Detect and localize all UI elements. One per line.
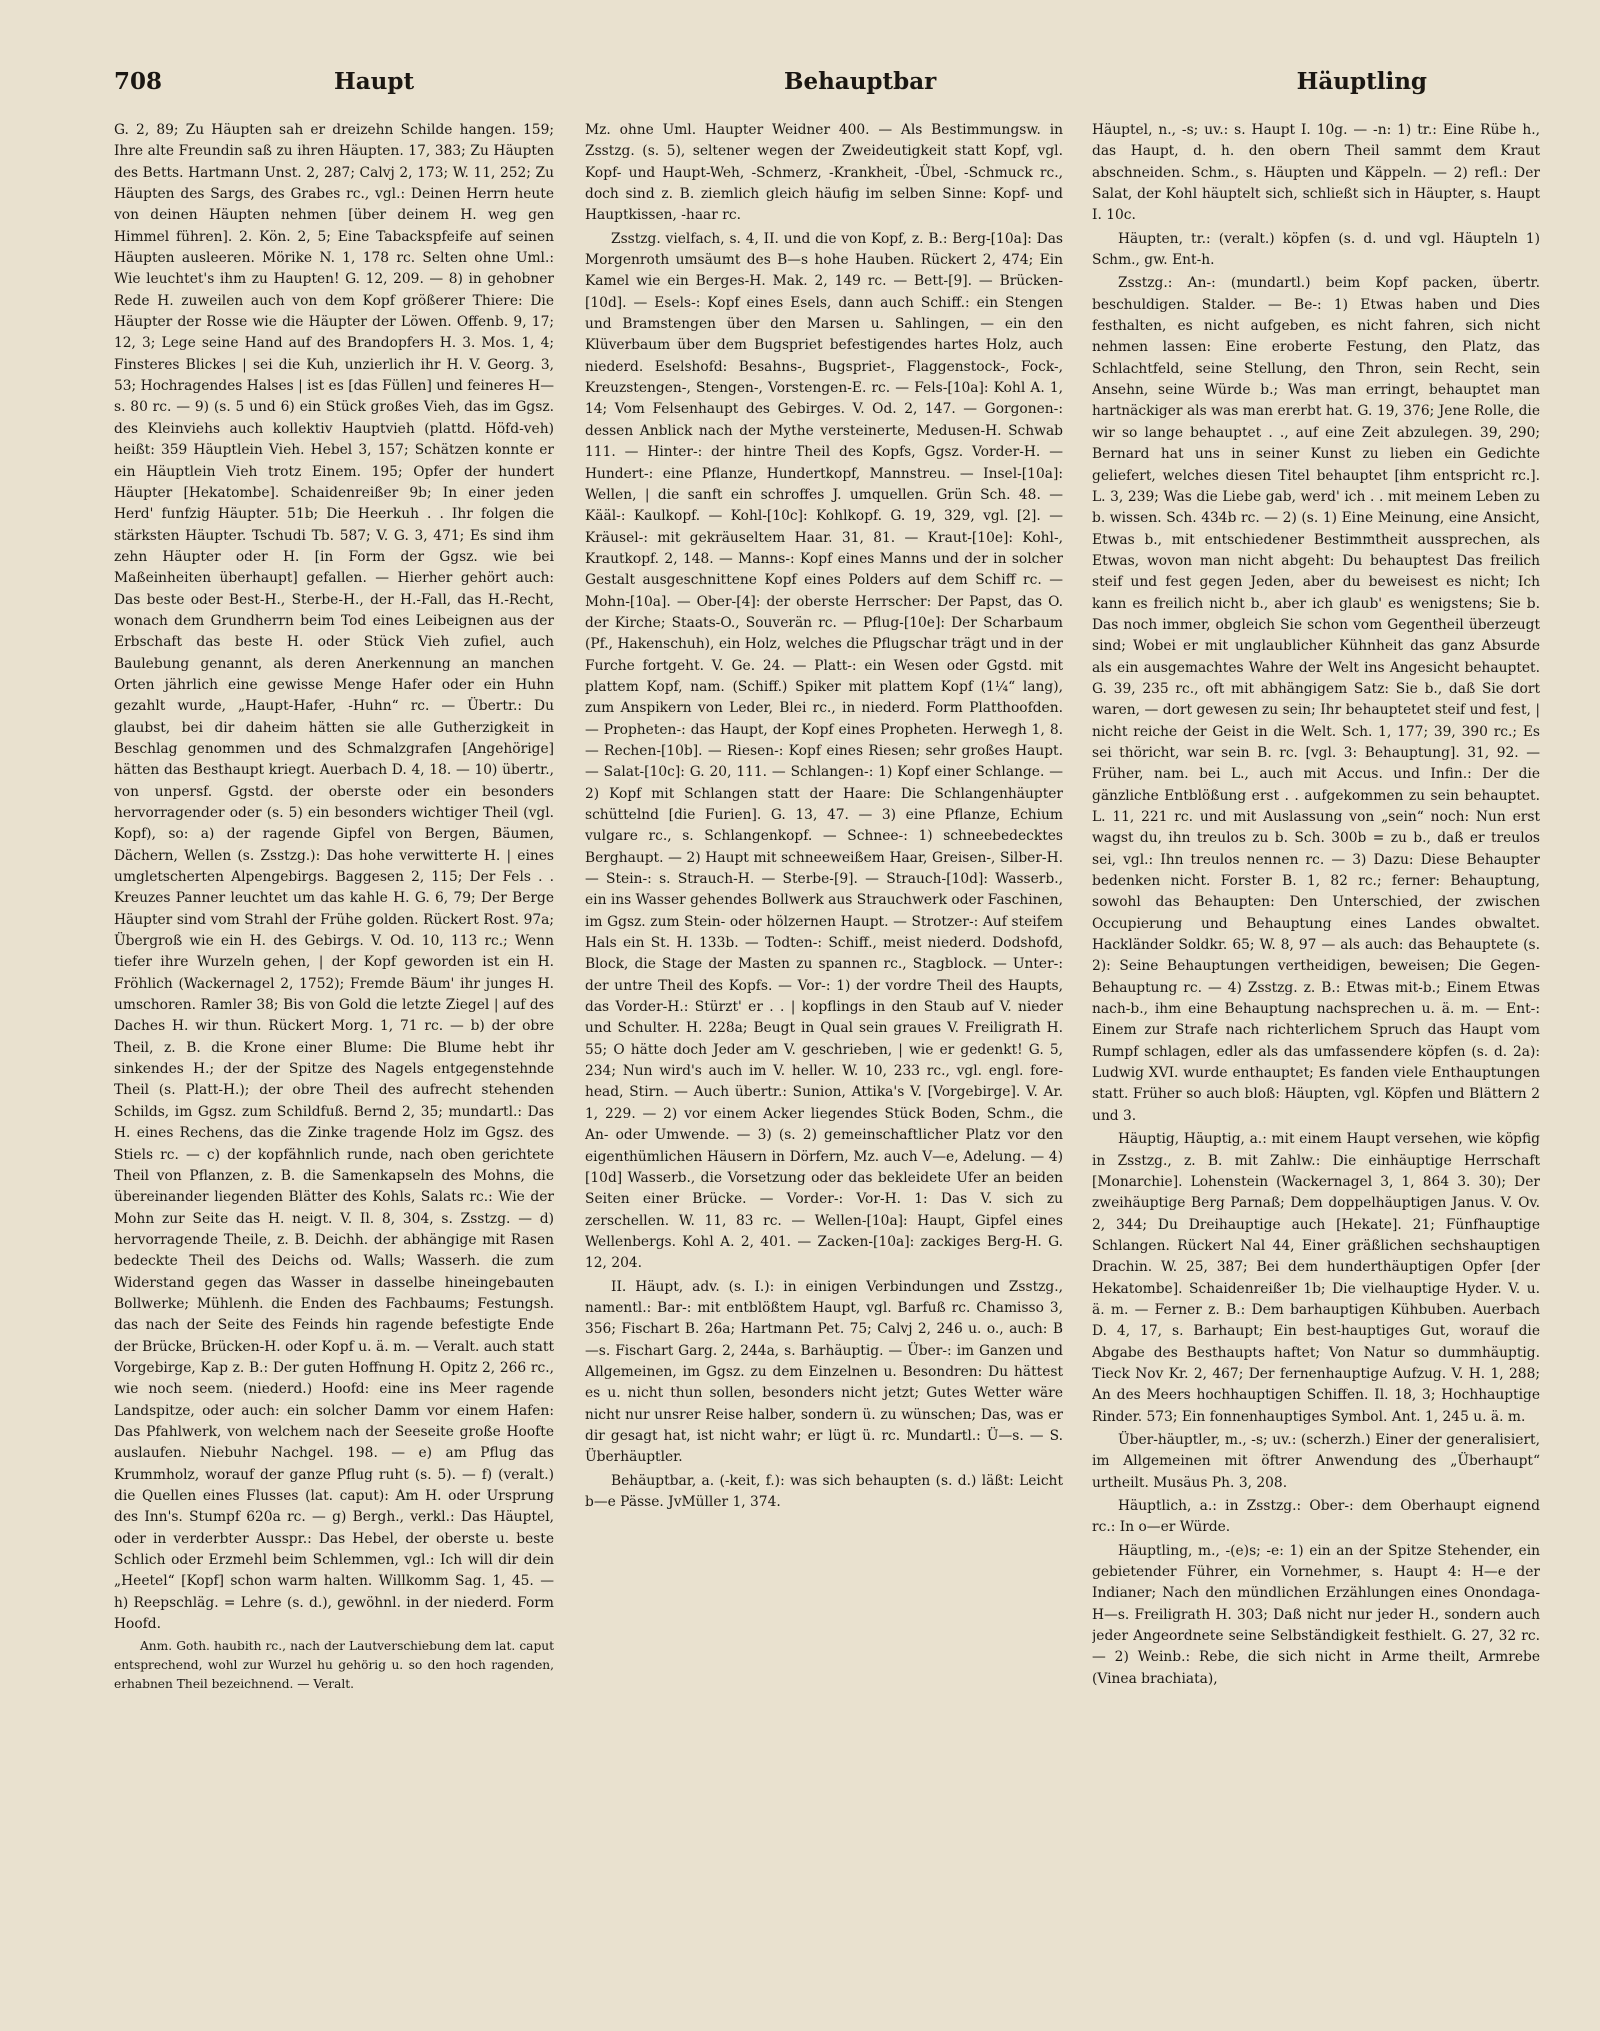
headword-entry-ueberhaeuptler: Über-häuptler, m., -s; uv.: (scherzh.) Einer der generalisiert, im Allgemeinen mit öftrer Anwendung des „Überhaupt“ urtheilt. Musäus Ph. 3, 208. [1092, 1431, 1540, 1491]
header-center-keyword: Behauptbar [784, 68, 937, 95]
headword-entry-haeupten: Häupten, tr.: (veralt.) köpfen (s. d. und vgl. Häupteln 1) Schm., gw. Ent-h. [1092, 230, 1540, 269]
column-left [114, 120, 554, 2015]
page-number: 708 [114, 68, 163, 95]
headword-entry-haeuptel: Häuptel, n., -s; uv.: s. Haupt I. 10g. — -n: 1) tr.: Eine Rübe h., das Haupt, d. h. den obern Theil sammt dem Kraut abschneiden. Schm., s. Häupten und Käppeln. — 2) refl.: Der Salat, der Kohl häuptelt sich, schließt sich in Häupter, s. Haupt I. 10c. [1092, 122, 1540, 224]
etymology-note: Anm. Goth. haubith rc., nach der Lautverschiebung dem lat. caput entsprechend, wohl zur Wurzel hu gehörig u. so den hoch ragenden, erhabnen Theil bezeichnend. — Veralt. [114, 1639, 554, 1692]
column-middle [585, 120, 1063, 2015]
headword-entry-behauptbar: Behäuptbar, a. (-keit, f.): was sich behaupten (s. d.) läßt: Leicht b—e Pässe. JvMüller 1, 374. [585, 1472, 1063, 1510]
running-header [112, 68, 1535, 104]
headword-entry-haeuptling: Häuptling, m., -(e)s; -e: 1) ein an der Spitze Stehender, ein gebietender Führer, ein Vornehmer, s. Haupt 4: H—e der Indianer; Nach den mündlichen Erzählungen eines Onondaga-H—s. Freiligrath H. 303; Daß nicht nur jeder H., sondern auch jeder Angeordnete seine Selbständigkeit festhielt. G. 27, 32 rc. — 2) Weinb.: Rebe, die sich nicht in Arme theilt, Armrebe (Vinea brachiata), [1092, 1542, 1540, 1687]
compounds-paragraph: Zsstzg. vielfach, s. 4, II. und die von Kopf, z. B.: Berg-[10a]: Das Morgenroth umsäumt des B—s hohe Hauben. Rückert 2, 474; Ein Kamel wie ein Berges-H. Mak. 2, 149 rc. — Bett-[9]. — Brücken-[10d]. — Esels-: Kopf eines Esels, dann auch Schiff.: ein Stengen und Bramstengen über den Marsen u. Sahlingen, — ein den Klüverbaum über dem Bugspriet befestigendes hartes Holz, auch niederd. Eselshofd: Besahns-, Bugspriet-, Flaggenstock-, Fock-, Kreuzstengen-, Stengen-, Vorstengen-E. rc. — Fels-[10a]: Kohl A. 1, 14; Vom Felsenhaupt des Gebirges. V. Od. 2, 147. — Gorgonen-: dessen Anblick nach der Mythe versteinerte, Medusen-H. Schwab 111. — Hinter-: der hintre Theil des Kopfs, Ggsz. Vorder-H. — Hundert-: eine Pflanze, Hundertkopf, Mannstreu. — Insel-[10a]: Wellen, | die sanft ein schroffes J. umquellen. Grün Sch. 48. — Kääl-: Kaulkopf. — Kohl-[10c]: Kohlkopf. G. 19, 329, vgl. [2]. — Kräusel-: mit gekräuseltem Haar. 31, 81. — Kraut-[10e]: Kohl-, Krautkopf. 2, 148. — Manns-: Kopf eines Manns und der in solcher Gestalt ausgeschnittene Kopf eines Polders auf dem Schiff rc. — Mohn-[10a]. — Ober-[4]: der oberste Herrscher: Der Papst, das O. der Kirche; Staats-O., Souverän rc. — Pflug-[10e]: Der Scharbaum (Pf., Hakenschuh), ein Holz, welches die Pflugschar trägt und in der Furche fortgeht. V. Ge. 24. — Platt-: ein Wesen oder Ggstd. mit plattem Kopf, nam. (Schiff.) Spiker mit plattem Kopf (1¼“ lang), zum Anspikern von Leder, Blei rc., in niederd. Form Platthoofden. — Propheten-: das Haupt, der Kopf eines Propheten. Herwegh 1, 8. — Rechen-[10b]. — Riesen-: Kopf eines Riesen; sehr großes Haupt. — Salat-[10c]: G. 20, 111. — Schlangen-: 1) Kopf einer Schlange. — 2) Kopf mit Schlangen statt der Haare: Die Schlangenhäupter schüttelnd [die Furien]. G. 13, 47. — 3) eine Pflanze, Echium vulgare rc., s. Schlangenkopf. — Schnee-: 1) schneebedecktes Berghaupt. — 2) Haupt mit schneeweißem Haar, Greisen-, Silber-H. — Stein-: s. Strauch-H. — Sterbe-[9]. — Strauch-[10d]: Wasserb., ein ins Wasser gehendes Bollwerk aus Strauchwerk oder Faschinen, im Ggsz. zum Stein- oder hölzernen Haupt. — Strotzer-: Auf steifem Hals ein St. H. 133b. — Todten-: Schiff., meist niederd. Dodshofd, Block, die Stage der Masten zu spannen rc., Stagblock. — Unter-: der untre Theil des Kopfs. — Vor-: 1) der vordre Theil des Haupts, das Vorder-H.: Stürzt' er . . | kopflings in den Staub auf V. nieder und Schulter. H. 228a; Beugt in Qual sein graues V. Freiligrath H. 55; O hätte doch Jeder am V. geschrieben, | wie er gedenkt! G. 5, 234; Nun wird's auch im V. heller. W. 10, 233 rc., vgl. engl. fore-head, Stirn. — Auch übertr.: Sunion, Attika's V. [Vorgebirge]. V. Ar. 1, 229. — 2) vor einem Acker liegendes Stück Boden, Schm., die An- oder Umwende. — 3) (s. 2) gemeinschaftlicher Platz vor den eigenthümlichen Häusern in Dörfern, Mz. auch V—e, Adelung. — 4) [10d] Wasserb., die Vorsetzung oder das bekleidete Ufer an beiden Seiten einer Brücke. — Vorder-: Vor-H. 1: Das V. sich zu zerschellen. W. 11, 83 rc. — Wellen-[10a]: Haupt, Gipfel eines Wellenbergs. Kohl A. 2, 401. — Zacken-[10a]: zackiges Berg-H. G. 12, 204. [585, 230, 1063, 1272]
entry-paragraph: II. Häupt, adv. (s. I.): in einigen Verbindungen und Zsstzg., namentl.: Bar-: mit entblößtem Haupt, vgl. Barfuß rc. Chamisso 3, 356; Fischart B. 26a; Hartmann Pet. 75; Calvj 2, 246 u. o., auch: B—s. Fischart Garg. 2, 244a, s. Barhäuptig. — Über-: im Ganzen und Allgemeinen, im Ggsz. zu dem Einzelnen u. Besondren: Du hättest es u. nicht thun sollen, besonders nicht jetzt; Gutes Wetter wäre nicht nur unsrer Reise halber, sondern ü. zu wünschen; Das, was er dir gesagt hat, ist nicht wahr; er lügt ü. rc. Mundartl.: Ü—s. — S. Überhäuptler. [585, 1278, 1063, 1466]
entry-paragraph: Mz. ohne Uml. Haupter Weidner 400. — Als Bestimmungsw. in Zsstzg. (s. 5), seltener wegen der Zweideutigkeit statt Kopf, vgl. Kopf- und Haupt-Weh, -Schmerz, -Krankheit, -Übel, -Schmuck rc., doch sind z. B. ziemlich gleich häufig im selben Sinne: Kopf- und Hauptkissen, -haar rc. [585, 122, 1063, 224]
header-right-keyword: Häuptling [1296, 68, 1427, 95]
entry-paragraph: G. 2, 89; Zu Häupten sah er dreizehn Schilde hangen. 159; Ihre alte Freundin saß zu ihren Häupten. 17, 383; Zu Häupten des Betts. Hartmann Unst. 2, 287; Calvj 2, 173; W. 11, 252; Zu Häupten des Sargs, des Grabes rc., vgl.: Deinen Herrn heute von deinen Häupten nehmen [über deinem H. weg gen Himmel führen]. 2. Kön. 2, 5; Eine Tabackspfeife auf seinen Häupten ausleeren. Mörike N. 1, 178 rc. Selten ohne Uml.: Wie leuchtet's ihm zu Haupten! G. 12, 209. — 8) in gehobner Rede H. zuweilen auch von dem Kopf größerer Thiere: Die Häupter der Rosse wie die Häupter der Löwen. Offenb. 9, 17; 12, 3; Lege seine Hand auf des Brandopfers H. 3. Mos. 1, 4; Finsteres Blickes | sei die Kuh, unzierlich ihr H. V. Georg. 3, 53; Hochragendes Halses | ist es [das Füllen] und feineres H—s. 80 rc. — 9) (s. 5 und 6) ein Stück großes Vieh, das im Ggsz. des Kleinviehs auch kollektiv Hauptvieh (plattd. Höfd-veh) heißt: 359 Häuptlein Vieh. Hebel 3, 157; Schätzen konnte er ein Häuptlein Vieh trotz Einem. 195; Opfer der hundert Häupter [Hekatombe]. Schaidenreißer 9b; In einer jeden Herd' funfzig Häupter. 51b; Die Heerkuh . . Ihr folgen die stärksten Häupter. Tschudi Tb. 587; V. G. 3, 471; Es sind ihm zehn Häupter oder H. [in Form der Ggsz. wie bei Maßeinheiten überhaupt] gefallen. — Hierher gehört auch: Das beste oder Best-H., Sterbe-H., der H.-Fall, das H.-Recht, wonach dem Grundherrn beim Tod eines Leibeignen aus der Erbschaft das beste H. oder Stück Vieh zufiel, auch Baulebung genannt, als deren Anerkennung an manchen Orten jährlich eine gewisse Menge Hafer oder ein Huhn gezahlt wurde, „Haupt-Hafer, -Huhn“ rc. — Übertr.: Du glaubst, bei dir daheim hätten sie alle Gutherzigkeit in Beschlag genommen und des Schmalzgrafen [Angehörige] hätten das Besthaupt kriegt. Auerbach D. 4, 18. — 10) übertr., von unpersf. Ggstd. der oberste oder ein besonders hervorragender oder (s. 5) ein besonders wichtiger Theil (vgl. Kopf), so: a) der ragende Gipfel von Bergen, Bäumen, Dächern, Wellen (s. Zsstzg.): Das hohe verwitterte H. | eines umgletscherten Alpengebirgs. Baggesen 2, 115; Der Fels . . Kreuzes Panner leuchtet um das kahle H. G. 6, 79; Der Berge Häupter sind vom Strahl der Frühe golden. Rückert Rost. 97a; Übergroß wie ein H. des Gebirgs. V. Od. 10, 113 rc.; Wenn tiefer ihre Wurzeln gehen, | der Kopf geworden ist ein H. Fröhlich (Wackernagel 2, 1752); Fremde Bäum' ihr junges H. umschoren. Ramler 38; Bis von Gold die letzte Ziegel | auf des Daches H. wir thun. Rückert Morg. 1, 71 rc. — b) der obre Theil, z. B. die Krone einer Blume: Die Blume hebt ihr sinkendes H.; der der Spitze des Nagels entgegenstehnde Theil (s. Platt-H.); der obre Theil des aufrecht stehenden Schilds, im Ggsz. zum Schildfuß. Bernd 2, 35; mundartl.: Das H. eines Rechens, das die Zinke tragende Holz im Ggsz. des Stiels rc. — c) der kopfähnlich runde, nach oben gerichtete Theil von Pflanzen, z. B. die Samenkapseln des Mohns, die übereinander liegenden Blätter des Kohls, Salats rc.: Wie der Mohn zur Seite das H. neigt. V. Il. 8, 304, s. Zsstzg. — d) hervorragende Theile, z. B. Deichh. der abhängige mit Rasen bedeckte Theil des Deichs od. Walls; Wasserh. die zum Widerstand gegen das Wasser in dasselbe hineingebauten Bollwerke; Mühlenh. die Enden des Fachbaums; Festungsh. das nach der Seite des Feinds hin ragende befestigte Ende der Brücke, Brücken-H. oder Kopf u. ä. m. — Veralt. auch statt Vorgebirge, Kap z. B.: Der guten Hoffnung H. Opitz 2, 266 rc., wie noch seem. (niederd.) Hoofd: eine ins Meer ragende Landspitze, oder auch: ein solcher Damm vor einem Hafen: Das Pfahlwerk, von welchem nach der Seeseite große Hoofte auslaufen. Niebuhr Nachgel. 198. — e) am Pflug das Krummholz, worauf der ganze Pflug ruht (s. 5). — f) (veralt.) die Quellen eines Flusses (lat. caput): Am H. oder Ursprung des Inn's. Stumpf 620a rc. — g) Bergh., verkl.: Das Häuptel, oder in verderbter Ausspr.: Das Hebel, der oberste u. beste Schlich oder Erzmehl beim Schlemmen, vgl.: Ich will dir dein „Heetel“ [Kopf] schon warm halten. Willkomm Sag. 1, 45. — h) Reepschläg. = Lehre (s. d.), gewöhnl. in der niederd. Form Hoofd. [114, 122, 554, 1633]
headword-entry-haeuptlich: Häuptlich, a.: in Zsstzg.: Ober-: dem Oberhaupt eignend rc.: In o—er Würde. [1092, 1498, 1540, 1536]
compounds-paragraph: Zsstzg.: An-: (mundartl.) beim Kopf packen, übertr. beschuldigen. Stalder. — Be-: 1) Etwas haben und Dies festhalten, es nicht aufgeben, es nicht fahren, sich nicht nehmen lassen: Eine eroberte Festung, den Platz, das Schlachtfeld, seine Stellung, den Thron, sein Recht, sein Ansehn, seine Würde b.; Was man erringt, behauptet man hartnäckiger als was man ererbt hat. G. 19, 376; Jene Rolle, die wir so lange behauptet . ., auf eine Zeit abzulegen. 39, 290; Bernard hat uns in seiner Kunst zu lieben ein Gedichte geliefert, welches diesen Titel behauptet [ihm entspricht rc.]. L. 3, 239; Was die Liebe gab, werd' ich . . mit meinem Leben zu b. wissen. Sch. 434b rc. — 2) (s. 1) Eine Meinung, eine Ansicht, Etwas b., mit entschiedener Bestimmtheit aussprechen, als Etwas, wovon man nicht abgeht: Du behauptest Das freilich steif und fest gegen Jeden, aber du beweisest es nicht; Ich kann es freilich nicht b., aber ich glaub' es wenigstens; Sie b. Das noch immer, obgleich Sie schon vom Gegentheil überzeugt sind; Wobei er mit unglaublicher Kühnheit das ganz Absurde als ein ausgemachtes Wahre der Welt ins Angesicht behauptet. G. 39, 235 rc., oft mit abhängigem Satz: Sie b., daß Sie dort waren, — dort gewesen zu sein; Ihr behauptetet steif und fest, | nicht reiche der Geist in die Welt. Sch. 1, 177; 39, 390 rc.; Es sei thöricht, war sein B. rc. [vgl. 3: Behauptung]. 31, 92. — Früher, nam. bei L., auch mit Accus. und Infin.: Der die gänzliche Entblößung erst . . aufgekommen zu sein behauptet. L. 11, 221 rc. und mit Auslassung von „sein“ noch: Nun erst wagst du, ihn treulos zu b. Sch. 300b = zu b., daß er treulos sei, vgl.: Ihn treulos nennen rc. — 3) Dazu: Diese Behaupter bedenken nicht. Forster B. 1, 82 rc.; ferner: Behauptung, sowohl das Behaupten: Den Unterschied, der zwischen Occupierung und Behauptung eines Landes obwaltet. Hackländer Soldkr. 65; W. 8, 97 — als auch: das Behauptete (s. 2): Seine Behauptungen vertheidigen, beweisen; Die Gegen-Behauptung rc. — 4) Zsstzg. z. B.: Etwas mit-b.; Einem Etwas nach-b., ihm eine Behauptung nachsprechen u. ä. m. — Ent-: Einem zur Strafe nach richterlichem Spruch das Haupt vom Rumpf schlagen, edler als das umfassendere köpfen (s. d. 2a): Ludwig XVI. wurde enthauptet; Es fanden viele Enthauptungen statt. Früher so auch bloß: Häupten, vgl. Köpfen und Blättern 2 und 3. [1092, 275, 1540, 1124]
header-left-keyword: Haupt [334, 68, 415, 95]
column-right [1092, 120, 1540, 2015]
headword-entry-haeuptig: Häuptig, Häuptig, a.: mit einem Haupt versehen, wie köpfig in Zsstzg., z. B. mit Zahlw.: Die einhäuptige Herrschaft [Monarchie]. Lohenstein (Wackernagel 3, 1, 864 3. 30); Der zweihäuptige Berg Parnaß; Dem doppelhäuptigen Janus. V. Ov. 2, 344; Du Dreihauptige auch [Hekate]. 21; Fünfhauptige Schlangen. Rückert Nal 44, Einer gräßlichen sechshauptigen Drachin. W. 25, 387; Bei dem hunderthäuptigen Opfer [der Hekatombe]. Schaidenreißer 1b; Die vielhauptige Hyder. V. u. ä. m. — Ferner z. B.: Dem barhauptigen Kühbuben. Auerbach D. 4, 17, s. Barhaupt; Ein best-hauptiges Gut, worauf die Abgabe des Besthaupts haftet; Von Natur so dummhäuptig. Tieck Nov Kr. 2, 467; Der fernenhauptige Aufzug. V. H. 1, 288; An des Meers hochhauptigen Schiffen. Il. 18, 3; Hochhauptige Rinder. 573; Ein fonnenhauptiges Symbol. Ant. 1, 245 u. ä. m. [1092, 1131, 1540, 1425]
